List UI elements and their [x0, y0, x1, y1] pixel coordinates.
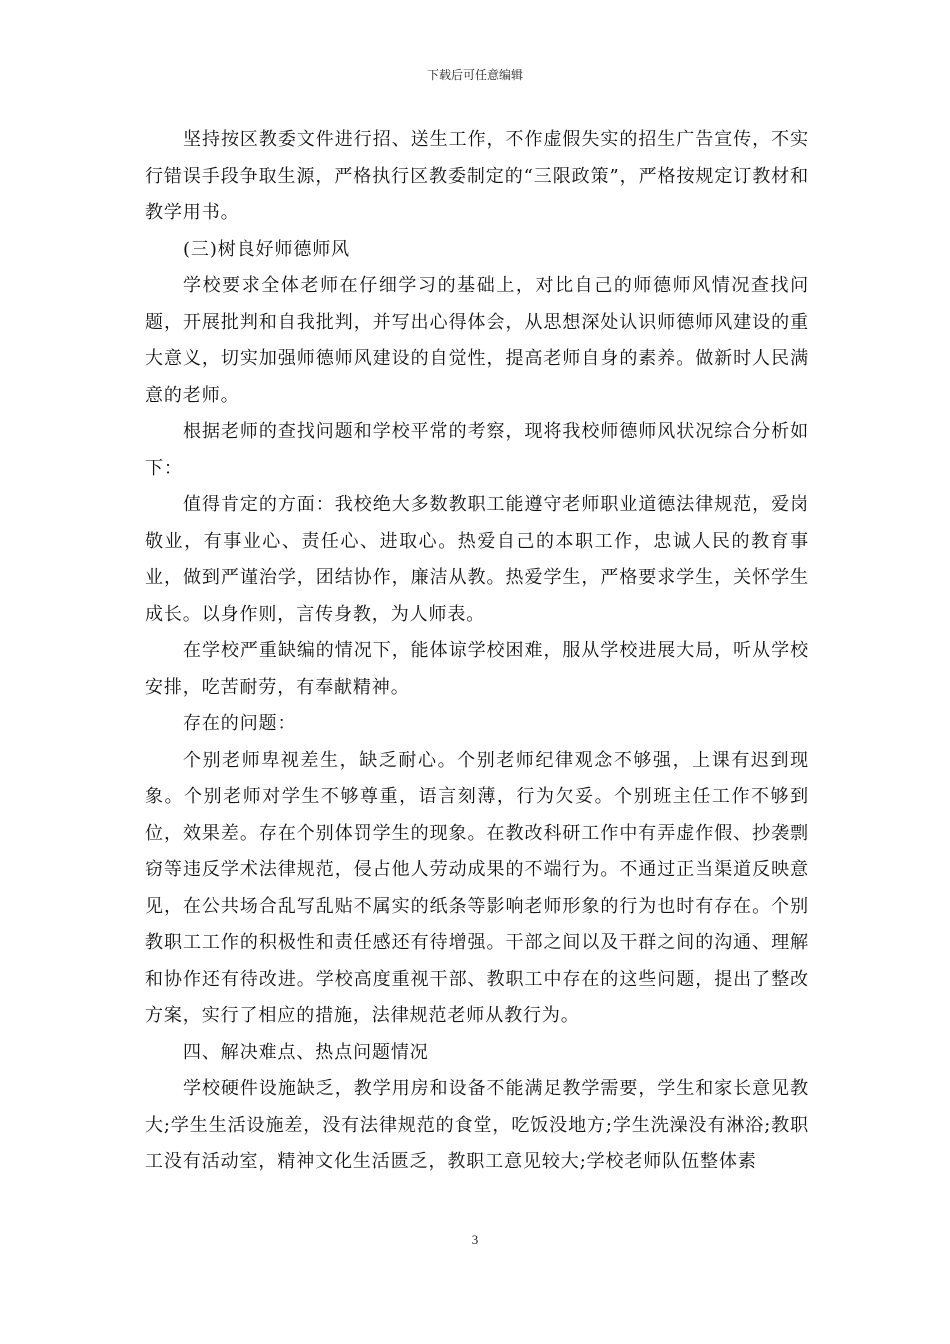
paragraph: 存在的问题： — [183, 713, 297, 734]
document-body — [145, 122, 809, 1181]
page-number: 3 — [471, 1232, 479, 1247]
paragraph: 个别老师卑视差生，缺乏耐心。个别老师纪律观念不够强，上课有迟到现象。个别老师对学生不够尊重，语言刻薄，行为欠妥。个别班主任工作不够到位，效果差。存在个别体罚学生的现象。在教改科研工作中有弄虚作假、抄袭剽窃等违反学术法律规范，侵占他人劳动成果的不端行为。不通过正当渠道反映意见，在公共场合乱写乱贴不属实的纸条等影响老师形象的行为也时有存在。个别教职工工作的积极性和责任感还有待增强。干部之间以及干群之间的沟通、理解和协作还有待改进。学校高度重视干部、教职工中存在的这些问题，提出了整改方案，实行了相应的措施，法律规范老师从教行为。 — [145, 749, 809, 1026]
page-header: 下载后可任意编辑 — [426, 68, 523, 82]
paragraph: 学校要求全体老师在仔细学习的基础上，对比自己的师德师风情况查找问题，开展批判和自我批判，并写出心得体会，从思想深处认识师德师风建设的重大意义，切实加强师德师风建设的自觉性，提高老师自身的素养。做新时人民满意的老师。 — [145, 275, 809, 406]
paragraph: 学校硬件设施缺乏，教学用房和设备不能满足教学需要，学生和家长意见教大;学生生活设施差，没有法律规范的食堂，吃饭没地方;学生洗澡没有淋浴;教职工没有活动室，精神文化生活匮乏，教职工意见较大;学校老师队伍整体素 — [145, 1078, 809, 1172]
paragraph: 根据老师的查找问题和学校平常的考察，现将我校师德师风状况综合分析如下： — [145, 421, 809, 479]
paragraph: 坚持按区教委文件进行招、送生工作，不作虚假失实的招生广告宣传，不实行错误手段争取生源，严格执行区教委制定的“三限政策”，严格按规定订教材和教学用书。 — [145, 129, 809, 223]
paragraph: 值得肯定的方面：我校绝大多数教职工能遵守老师职业道德法律规范，爱岗敬业，有事业心、责任心、进取心。热爱自己的本职工作，忠诚人民的教育事业，做到严谨治学，团结协作，廉洁从教。热爱学生，严格要求学生，关怀学生成长。以身作则，言传身教，为人师表。 — [145, 494, 809, 625]
paragraph: 在学校严重缺编的情况下，能体谅学校困难，服从学校进展大局，听从学校安排，吃苦耐劳，有奉献精神。 — [145, 640, 809, 698]
section-heading: 四、解决难点、热点问题情况 — [183, 1041, 429, 1063]
section-heading: (三)树良好师德师风 — [183, 238, 351, 260]
